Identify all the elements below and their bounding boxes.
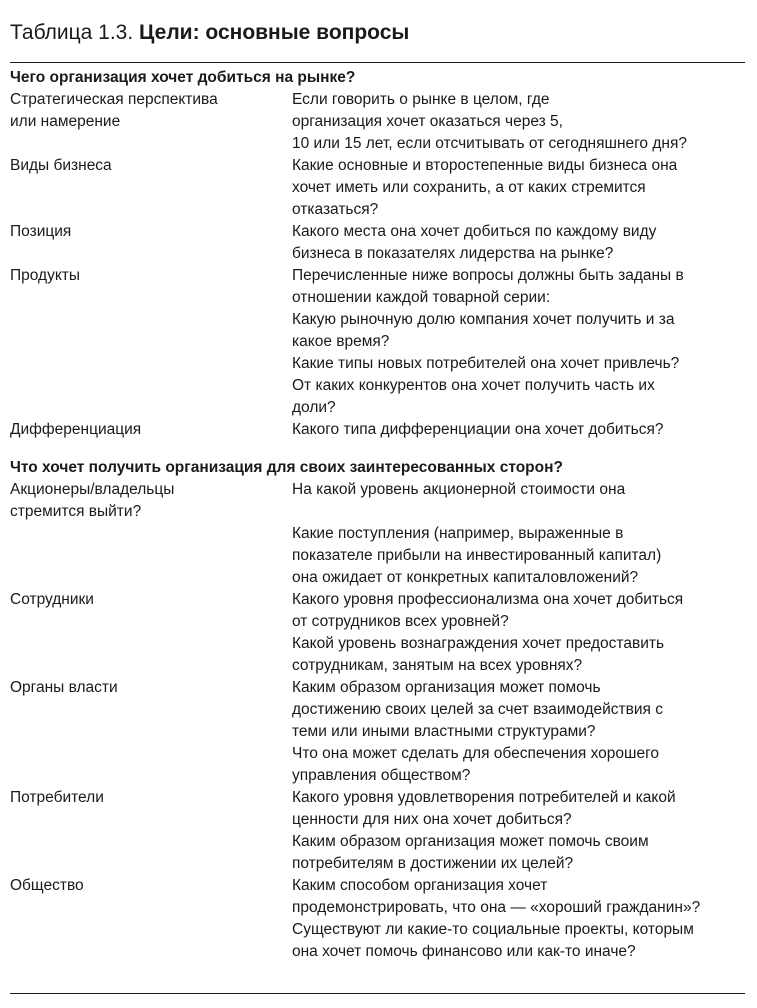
- row-label-line: Акционеры/владельцы: [10, 481, 175, 498]
- question: [292, 221, 747, 265]
- question: [292, 743, 747, 787]
- question-line: Какие поступления (например, выраженные в: [292, 525, 624, 542]
- row-label: [10, 221, 292, 265]
- question: [292, 375, 747, 419]
- row-questions: [292, 677, 747, 787]
- question: [292, 589, 747, 633]
- row-label-line: Дифференциация: [10, 421, 142, 438]
- question-line: отказаться?: [292, 201, 379, 218]
- question: [292, 787, 747, 831]
- question-line: теми или иными властными структурами?: [292, 723, 596, 740]
- row-label-line: Органы власти: [10, 679, 118, 696]
- table-caption: [10, 18, 409, 48]
- table-row: [10, 221, 747, 265]
- question-line: Какие основные и второстепенные виды бизнеса она: [292, 157, 678, 174]
- row-questions: [292, 589, 747, 677]
- question-line: На какой уровень акционерной стоимости она: [292, 481, 626, 498]
- table-row: [10, 787, 747, 875]
- question-line: достижению своих целей за счет взаимодействия с: [292, 701, 663, 718]
- question-line: отношении каждой товарной серии:: [292, 289, 551, 306]
- section-heading: Чего организация хочет добиться на рынке?: [10, 69, 356, 86]
- question: [292, 633, 747, 677]
- row-label: [10, 677, 292, 787]
- question-line: управления обществом?: [292, 767, 471, 784]
- question-line: хочет иметь или сохранить, а от каких стремится: [292, 179, 646, 196]
- question-line: показателе прибыли на инвестированный капитал): [292, 547, 662, 564]
- question: [292, 89, 747, 155]
- table-row: [10, 155, 747, 221]
- question-line: Какого уровня удовлетворения потребителей и какой: [292, 789, 676, 806]
- question-line: Каким способом организация хочет: [292, 877, 548, 894]
- section-heading: Что хочет получить организация для своих заинтересованных сторон?: [10, 459, 563, 476]
- question: [292, 677, 747, 743]
- bottom-rule: [10, 993, 745, 994]
- question-line: она хочет помочь финансово или как-то иначе?: [292, 943, 636, 960]
- row-questions: [292, 221, 747, 265]
- question-line: Каким образом организация может помочь: [292, 679, 601, 696]
- row-label: [10, 265, 292, 419]
- row-label-line: или намерение: [10, 113, 121, 130]
- question-line: Если говорить о рынке в целом, где: [292, 91, 550, 108]
- question-line: сотрудникам, занятым на всех уровнях?: [292, 657, 583, 674]
- question-line: Существуют ли какие-то социальные проекты, которым: [292, 921, 694, 938]
- row-label: [10, 787, 292, 875]
- question: [292, 831, 747, 875]
- table-title: Цели: основные вопросы: [139, 21, 410, 44]
- question-line: Что она может сделать для обеспечения хорошего: [292, 745, 659, 762]
- table-row: [10, 89, 747, 155]
- question-line: продемонстрировать, что она — «хороший гражданин»?: [292, 899, 701, 916]
- question: [292, 419, 747, 441]
- question-line: Какого типа дифференциации она хочет добиться?: [292, 421, 664, 438]
- table-row: [10, 677, 747, 787]
- table-body: [10, 67, 747, 963]
- table-row: [10, 265, 747, 419]
- question-line: Какие типы новых потребителей она хочет привлечь?: [292, 355, 680, 372]
- question: [292, 309, 747, 353]
- table-row: [10, 589, 747, 677]
- table-row: [10, 875, 747, 963]
- row-label-line: Позиция: [10, 223, 72, 240]
- question: [292, 875, 747, 919]
- row-label-line: Виды бизнеса: [10, 157, 112, 174]
- question-line: какое время?: [292, 333, 390, 350]
- question-line: она ожидает от конкретных капиталовложений?: [292, 569, 639, 586]
- question-line: Перечисленные ниже вопросы должны быть заданы в: [292, 267, 684, 284]
- row-label: [10, 89, 292, 155]
- question: [292, 919, 747, 963]
- row-label: [10, 589, 292, 677]
- table-row: [10, 479, 747, 589]
- row-label: [10, 419, 292, 441]
- question-line: Какой уровень вознаграждения хочет предоставить: [292, 635, 665, 652]
- row-label-line: Потребители: [10, 789, 104, 806]
- question-line: Каким образом организация может помочь своим: [292, 833, 649, 850]
- question: [292, 155, 747, 221]
- row-label-line: Сотрудники: [10, 591, 94, 608]
- question-line: От каких конкурентов она хочет получить часть их: [292, 377, 655, 394]
- row-questions: [292, 265, 747, 419]
- row-label-line: Продукты: [10, 267, 81, 284]
- question-line: [292, 501, 747, 523]
- row-questions: [292, 875, 747, 963]
- question-line: ценности для них она хочет добиться?: [292, 811, 572, 828]
- row-label-line: Стратегическая перспектива: [10, 91, 218, 108]
- question: [292, 353, 747, 375]
- question-line: от сотрудников всех уровней?: [292, 613, 509, 630]
- question-line: потребителям в достижении их целей?: [292, 855, 574, 872]
- top-rule: [10, 62, 745, 63]
- question-line: бизнеса в показателях лидерства на рынке?: [292, 245, 614, 262]
- row-label-line: стремится выйти?: [10, 503, 142, 520]
- question-line: организация хочет оказаться через 5,: [292, 113, 563, 130]
- question-line: Какого места она хочет добиться по каждому виду: [292, 223, 657, 240]
- row-label: [10, 479, 292, 589]
- row-questions: [292, 479, 747, 589]
- question: [292, 265, 747, 309]
- table-row: [10, 419, 747, 441]
- question: [292, 479, 747, 523]
- row-questions: [292, 419, 747, 441]
- question-line: Какого уровня профессионализма она хочет добиться: [292, 591, 684, 608]
- row-label: [10, 875, 292, 963]
- row-questions: [292, 155, 747, 221]
- question: [292, 523, 747, 589]
- row-questions: [292, 787, 747, 875]
- question-line: доли?: [292, 399, 336, 416]
- section-gap: [10, 441, 747, 457]
- table-number: Таблица 1.3.: [10, 21, 134, 44]
- question-line: 10 или 15 лет, если отсчитывать от сегодняшнего дня?: [292, 135, 687, 152]
- question-line: Какую рыночную долю компания хочет получить и за: [292, 311, 675, 328]
- row-label: [10, 155, 292, 221]
- row-questions: [292, 89, 747, 155]
- row-label-line: Общество: [10, 877, 84, 894]
